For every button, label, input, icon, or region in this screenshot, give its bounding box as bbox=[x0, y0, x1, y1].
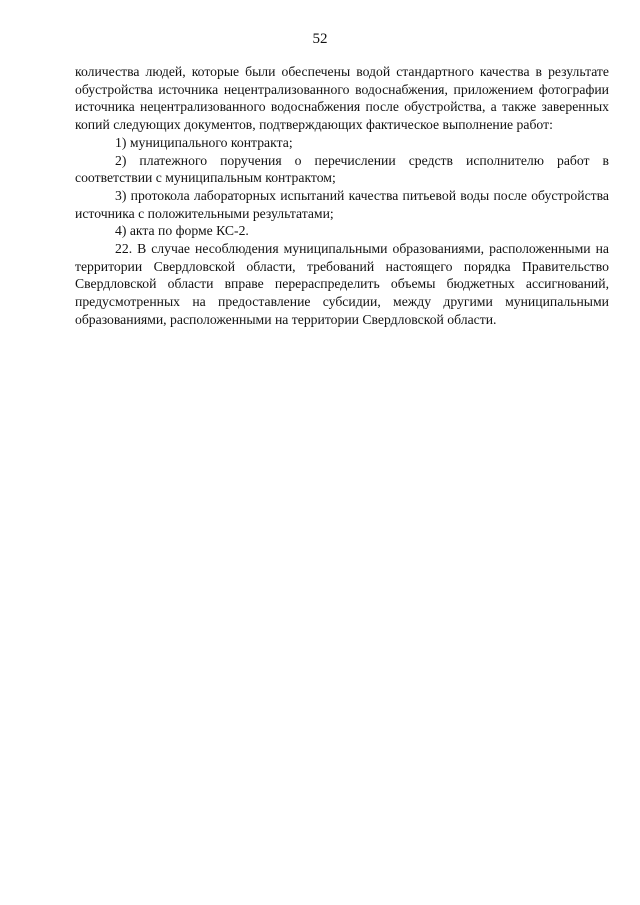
list-item-ks2-act: 4) акта по форме КС-2. bbox=[115, 223, 249, 239]
document-body bbox=[75, 63, 609, 329]
list-item-lab-protocol: 3) протокола лабораторных испытаний качества питьевой воды после обустройства источника с положительными результатами; bbox=[75, 187, 609, 221]
list-item-payment-order: 2) платежного поручения о перечислении средств исполнителю работ в соответствии с муниципальным контрактом; bbox=[75, 152, 609, 186]
page-number: 52 bbox=[312, 31, 328, 47]
list-item-municipal-contract: 1) муниципального контракта; bbox=[115, 134, 293, 150]
paragraph-22: 22. В случае несоблюдения муниципальными образованиями, расположенными на территории Свердловской области, требований настоящего порядка Правительство Свердловской области вправе перераспределить объемы бюджетных ассигнований, предусмотренных на предоставление субсидии, между другими муниципальными образованиями, расположенными на территории Свердловской области. bbox=[75, 241, 609, 327]
paragraph-continuation: количества людей, которые были обеспечены водой стандартного качества в результате обустройства источника нецентрализованного водоснабжения, приложением фотографии источника нецентрализованного водоснабжения после обустройства, а также заверенных копий следующих документов, подтверждающих фактическое выполнение работ: bbox=[75, 64, 609, 133]
